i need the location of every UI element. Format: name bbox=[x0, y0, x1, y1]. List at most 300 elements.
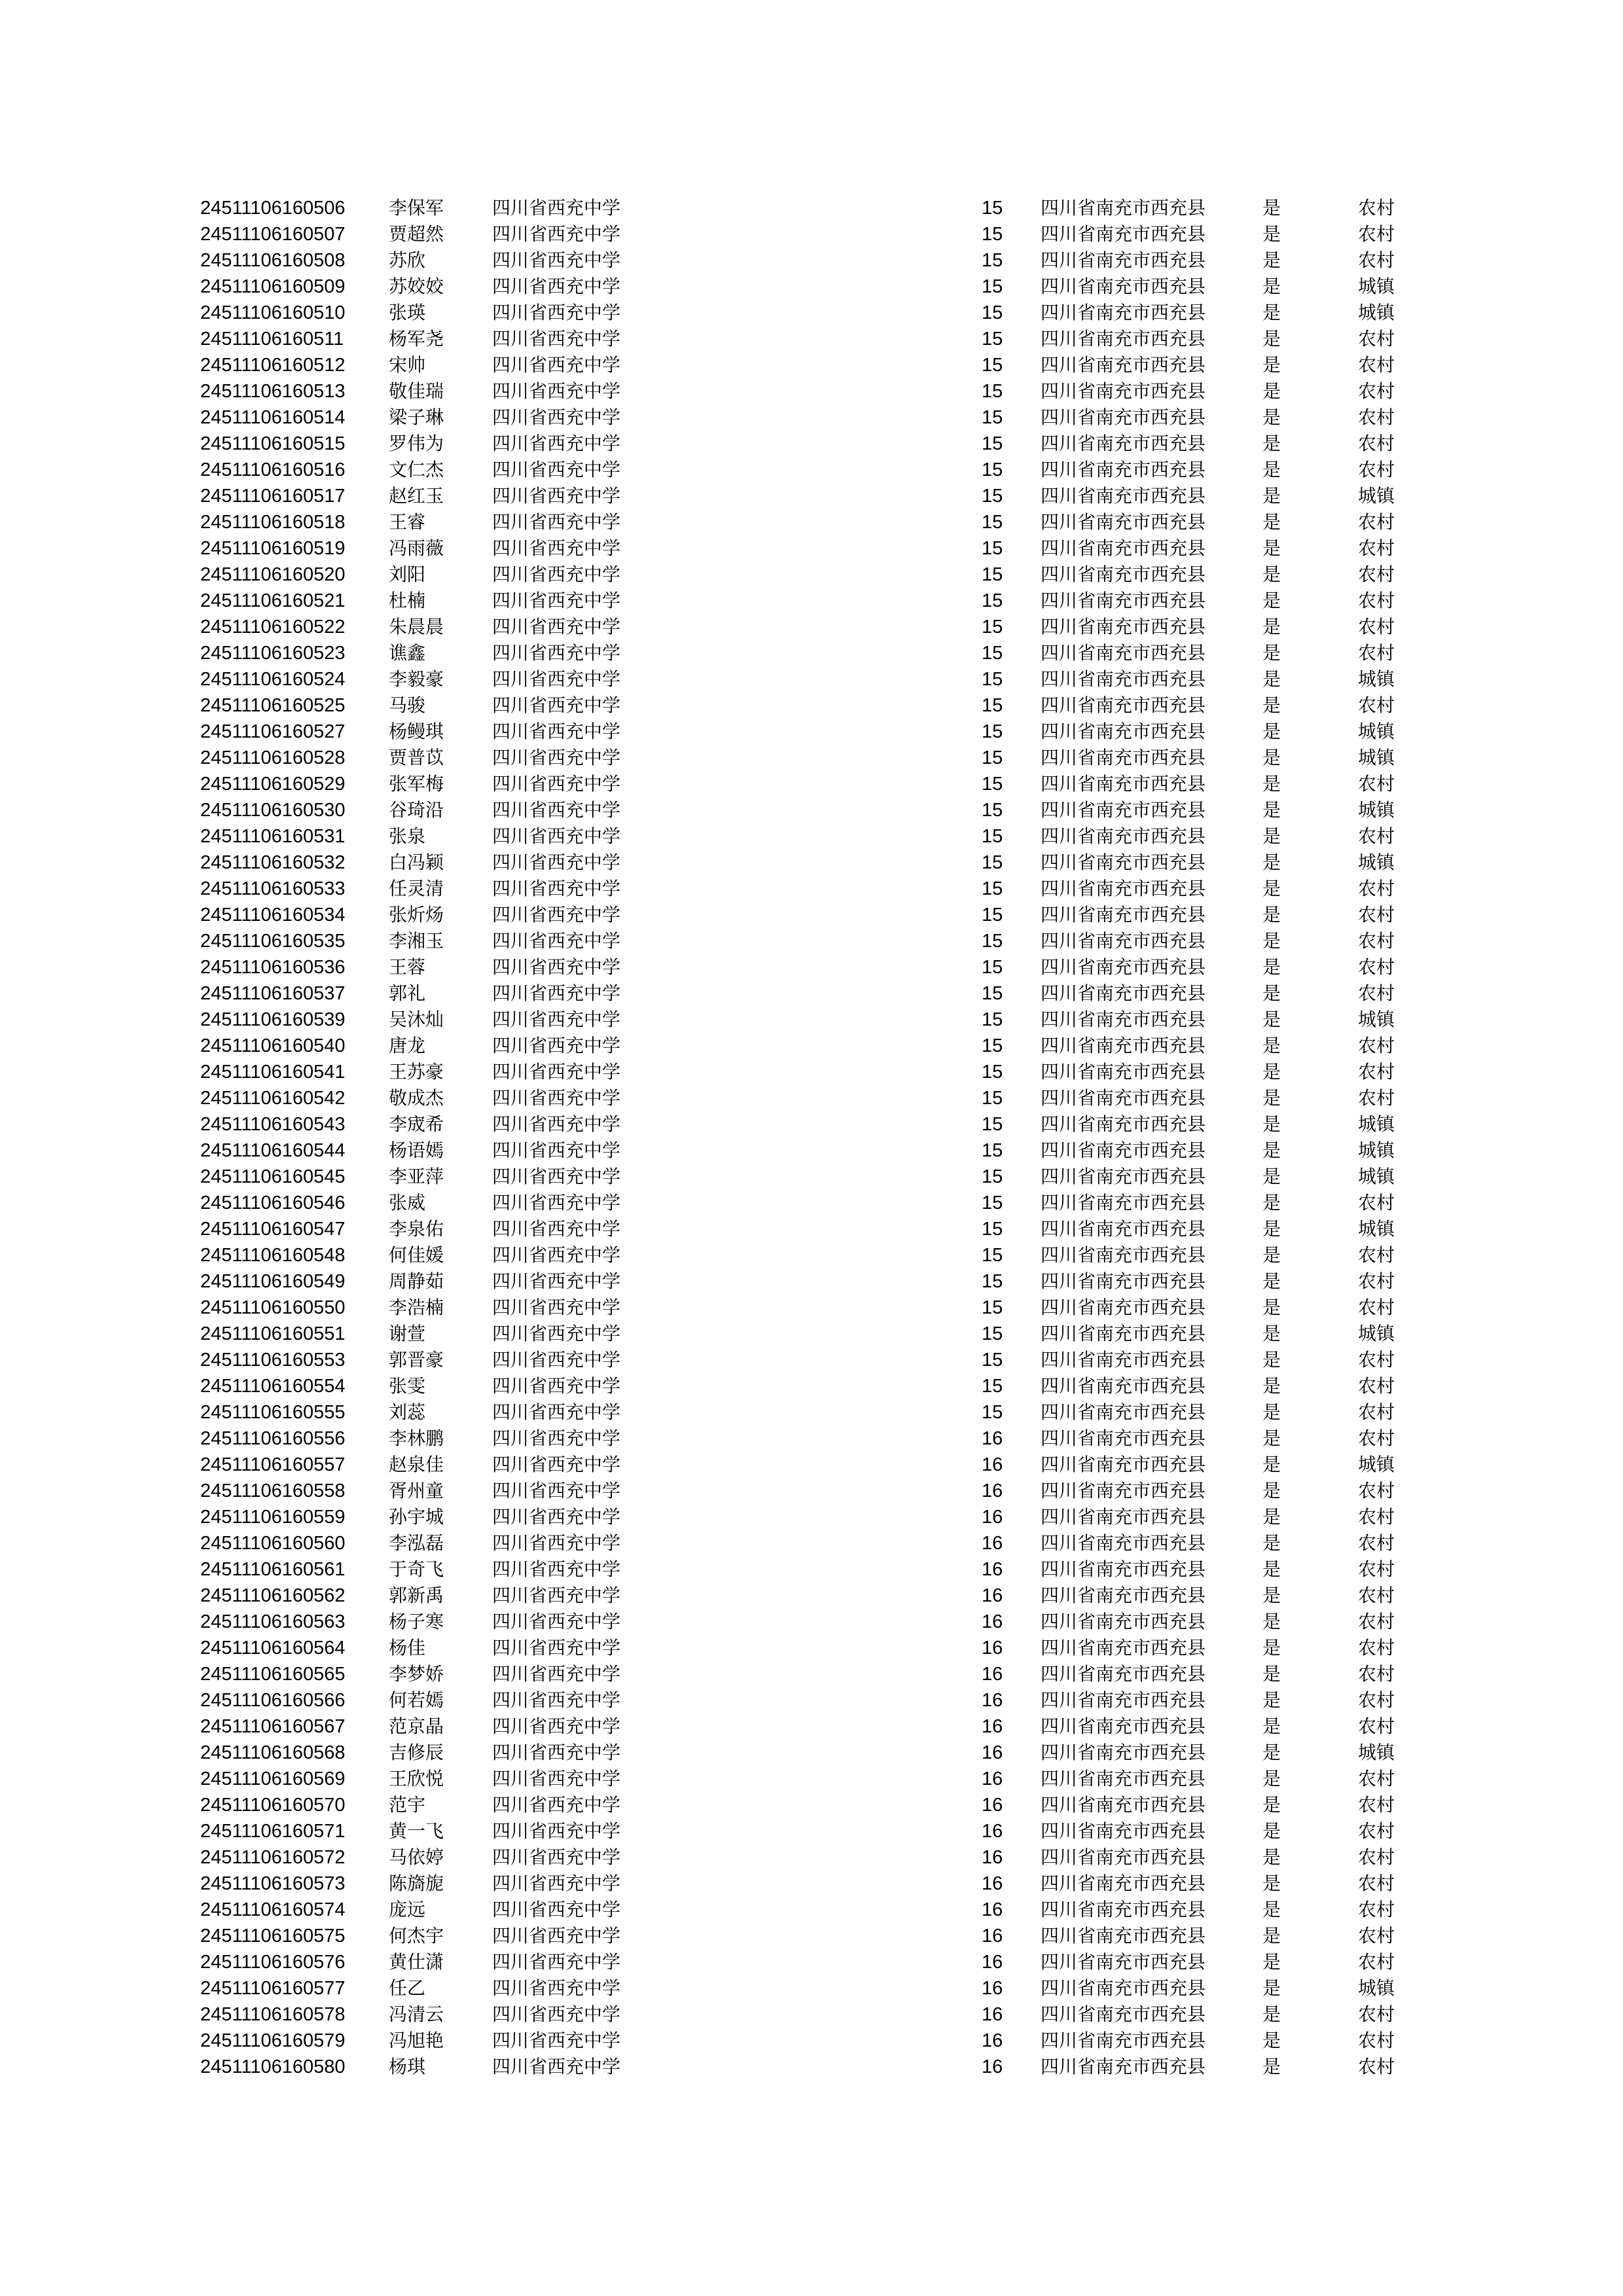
address-cell: 四川省南充市西充县 bbox=[1041, 1899, 1206, 1920]
student-name-cell: 宋帅 bbox=[389, 354, 426, 376]
student-id-cell: 24511106160522 bbox=[200, 617, 346, 637]
flag-cell: 是 bbox=[1262, 1401, 1281, 1423]
residence-type-cell: 农村 bbox=[1358, 1244, 1395, 1266]
table-row bbox=[0, 876, 1623, 902]
residence-type-cell: 农村 bbox=[1358, 616, 1395, 637]
school-cell: 四川省西充中学 bbox=[492, 328, 621, 350]
student-name-cell: 范宇 bbox=[389, 1794, 426, 1816]
table-row bbox=[0, 1268, 1623, 1295]
student-name-cell: 李湘玉 bbox=[389, 930, 444, 952]
residence-type-cell: 农村 bbox=[1358, 694, 1395, 716]
residence-type-cell: 农村 bbox=[1358, 1558, 1395, 1580]
student-id-cell: 24511106160518 bbox=[200, 512, 346, 533]
student-id-cell: 24511106160511 bbox=[200, 329, 344, 350]
student-id-cell: 24511106160561 bbox=[200, 1559, 346, 1580]
residence-type-cell: 城镇 bbox=[1358, 747, 1395, 768]
student-id-cell: 24511106160578 bbox=[200, 2004, 346, 2025]
flag-cell: 是 bbox=[1262, 1951, 1281, 1973]
student-id-cell: 24511106160543 bbox=[200, 1114, 346, 1135]
table-row bbox=[0, 274, 1623, 300]
age-cell: 15 bbox=[982, 747, 1003, 768]
student-id-cell: 24511106160539 bbox=[200, 1009, 346, 1030]
student-id-cell: 24511106160512 bbox=[200, 355, 346, 376]
table-row bbox=[0, 771, 1623, 797]
table-row bbox=[0, 1059, 1623, 1085]
age-cell: 15 bbox=[982, 878, 1003, 899]
residence-type-cell: 农村 bbox=[1358, 354, 1395, 376]
age-cell: 15 bbox=[982, 1402, 1003, 1423]
student-name-cell: 张瑛 bbox=[389, 302, 426, 323]
address-cell: 四川省南充市西充县 bbox=[1041, 1585, 1206, 1606]
table-row bbox=[0, 431, 1623, 457]
student-id-cell: 24511106160523 bbox=[200, 643, 346, 664]
address-cell: 四川省南充市西充县 bbox=[1041, 590, 1206, 611]
student-name-cell: 张炘炀 bbox=[389, 904, 444, 925]
student-id-cell: 24511106160532 bbox=[200, 852, 346, 873]
age-cell: 16 bbox=[982, 1611, 1003, 1632]
student-name-cell: 王苏豪 bbox=[389, 1061, 444, 1083]
residence-type-cell: 农村 bbox=[1358, 1899, 1395, 1920]
residence-type-cell: 农村 bbox=[1358, 1846, 1395, 1868]
address-cell: 四川省南充市西充县 bbox=[1041, 1715, 1206, 1737]
flag-cell: 是 bbox=[1262, 2056, 1281, 2077]
school-cell: 四川省西充中学 bbox=[492, 223, 621, 245]
school-cell: 四川省西充中学 bbox=[492, 485, 621, 507]
flag-cell: 是 bbox=[1262, 354, 1281, 376]
table-row bbox=[0, 1138, 1623, 1164]
student-id-cell: 24511106160556 bbox=[200, 1428, 346, 1449]
age-cell: 16 bbox=[982, 1507, 1003, 1528]
school-cell: 四川省西充中学 bbox=[492, 249, 621, 271]
residence-type-cell: 农村 bbox=[1358, 1820, 1395, 1842]
school-cell: 四川省西充中学 bbox=[492, 852, 621, 873]
table-row bbox=[0, 1818, 1623, 1844]
age-cell: 15 bbox=[982, 1219, 1003, 1240]
flag-cell: 是 bbox=[1262, 1087, 1281, 1109]
age-cell: 15 bbox=[982, 905, 1003, 925]
residence-type-cell: 城镇 bbox=[1358, 302, 1395, 323]
age-cell: 16 bbox=[982, 1926, 1003, 1946]
school-cell: 四川省西充中学 bbox=[492, 1532, 621, 1554]
address-cell: 四川省南充市西充县 bbox=[1041, 1637, 1206, 1659]
school-cell: 四川省西充中学 bbox=[492, 276, 621, 297]
table-row bbox=[0, 1399, 1623, 1426]
table-row bbox=[0, 1766, 1623, 1792]
age-cell: 15 bbox=[982, 1245, 1003, 1266]
age-cell: 15 bbox=[982, 617, 1003, 637]
age-cell: 15 bbox=[982, 695, 1003, 716]
address-cell: 四川省南充市西充县 bbox=[1041, 668, 1206, 690]
flag-cell: 是 bbox=[1262, 511, 1281, 533]
student-id-cell: 24511106160513 bbox=[200, 381, 346, 402]
residence-type-cell: 农村 bbox=[1358, 642, 1395, 664]
address-cell: 四川省南充市西充县 bbox=[1041, 406, 1206, 428]
student-id-cell: 24511106160509 bbox=[200, 276, 346, 297]
student-name-cell: 贾超然 bbox=[389, 223, 444, 245]
school-cell: 四川省西充中学 bbox=[492, 1925, 621, 1946]
student-name-cell: 杨佳 bbox=[389, 1637, 426, 1659]
school-cell: 四川省西充中学 bbox=[492, 537, 621, 559]
school-cell: 四川省西充中学 bbox=[492, 406, 621, 428]
address-cell: 四川省南充市西充县 bbox=[1041, 2003, 1206, 2025]
student-name-cell: 杨语嫣 bbox=[389, 1139, 444, 1161]
residence-type-cell: 农村 bbox=[1358, 1873, 1395, 1894]
student-id-cell: 24511106160574 bbox=[200, 1899, 346, 1920]
flag-cell: 是 bbox=[1262, 1532, 1281, 1554]
residence-type-cell: 城镇 bbox=[1358, 1323, 1395, 1344]
school-cell: 四川省西充中学 bbox=[492, 1139, 621, 1161]
student-id-cell: 24511106160579 bbox=[200, 2030, 346, 2051]
student-name-cell: 唐龙 bbox=[389, 1035, 426, 1056]
student-id-cell: 24511106160555 bbox=[200, 1402, 346, 1423]
student-name-cell: 杨鳗琪 bbox=[389, 721, 444, 742]
flag-cell: 是 bbox=[1262, 1820, 1281, 1842]
school-cell: 四川省西充中学 bbox=[492, 1244, 621, 1266]
age-cell: 15 bbox=[982, 1062, 1003, 1083]
flag-cell: 是 bbox=[1262, 956, 1281, 978]
residence-type-cell: 农村 bbox=[1358, 1427, 1395, 1449]
address-cell: 四川省南充市西充县 bbox=[1041, 537, 1206, 559]
table-row bbox=[0, 1216, 1623, 1242]
school-cell: 四川省西充中学 bbox=[492, 1401, 621, 1423]
school-cell: 四川省西充中学 bbox=[492, 747, 621, 768]
school-cell: 四川省西充中学 bbox=[492, 1977, 621, 1999]
student-name-cell: 李泓磊 bbox=[389, 1532, 444, 1554]
school-cell: 四川省西充中学 bbox=[492, 616, 621, 637]
age-cell: 15 bbox=[982, 1088, 1003, 1109]
student-id-cell: 24511106160516 bbox=[200, 459, 346, 480]
flag-cell: 是 bbox=[1262, 537, 1281, 559]
table-row bbox=[0, 404, 1623, 431]
flag-cell: 是 bbox=[1262, 406, 1281, 428]
age-cell: 16 bbox=[982, 2030, 1003, 2051]
flag-cell: 是 bbox=[1262, 2003, 1281, 2025]
student-id-cell: 24511106160554 bbox=[200, 1376, 346, 1397]
flag-cell: 是 bbox=[1262, 433, 1281, 454]
flag-cell: 是 bbox=[1262, 1113, 1281, 1135]
school-cell: 四川省西充中学 bbox=[492, 1035, 621, 1056]
table-row bbox=[0, 509, 1623, 535]
table-row bbox=[0, 1478, 1623, 1504]
residence-type-cell: 农村 bbox=[1358, 904, 1395, 925]
student-name-cell: 贾普苡 bbox=[389, 747, 444, 768]
address-cell: 四川省南充市西充县 bbox=[1041, 799, 1206, 821]
address-cell: 四川省南充市西充县 bbox=[1041, 328, 1206, 350]
student-id-cell: 24511106160544 bbox=[200, 1140, 346, 1161]
address-cell: 四川省南充市西充县 bbox=[1041, 1166, 1206, 1187]
student-name-cell: 庞远 bbox=[389, 1899, 426, 1920]
table-row bbox=[0, 640, 1623, 666]
flag-cell: 是 bbox=[1262, 1925, 1281, 1946]
student-id-cell: 24511106160530 bbox=[200, 800, 346, 821]
flag-cell: 是 bbox=[1262, 1323, 1281, 1344]
table-row bbox=[0, 2054, 1623, 2080]
school-cell: 四川省西充中学 bbox=[492, 1506, 621, 1528]
table-row bbox=[0, 1844, 1623, 1871]
age-cell: 15 bbox=[982, 407, 1003, 428]
residence-type-cell: 农村 bbox=[1358, 1689, 1395, 1711]
flag-cell: 是 bbox=[1262, 328, 1281, 350]
flag-cell: 是 bbox=[1262, 302, 1281, 323]
student-name-cell: 周静茹 bbox=[389, 1270, 444, 1292]
address-cell: 四川省南充市西充县 bbox=[1041, 1689, 1206, 1711]
table-row bbox=[0, 1609, 1623, 1635]
student-id-cell: 24511106160553 bbox=[200, 1350, 346, 1371]
residence-type-cell: 农村 bbox=[1358, 773, 1395, 795]
flag-cell: 是 bbox=[1262, 1689, 1281, 1711]
school-cell: 四川省西充中学 bbox=[492, 590, 621, 611]
student-id-cell: 24511106160540 bbox=[200, 1035, 346, 1056]
age-cell: 15 bbox=[982, 538, 1003, 559]
address-cell: 四川省南充市西充县 bbox=[1041, 1427, 1206, 1449]
residence-type-cell: 农村 bbox=[1358, 249, 1395, 271]
school-cell: 四川省西充中学 bbox=[492, 904, 621, 925]
student-id-cell: 24511106160563 bbox=[200, 1611, 346, 1632]
residence-type-cell: 农村 bbox=[1358, 2056, 1395, 2077]
age-cell: 16 bbox=[982, 1690, 1003, 1711]
address-cell: 四川省南充市西充县 bbox=[1041, 1611, 1206, 1632]
residence-type-cell: 农村 bbox=[1358, 930, 1395, 952]
age-cell: 15 bbox=[982, 590, 1003, 611]
student-name-cell: 刘蕊 bbox=[389, 1401, 426, 1423]
school-cell: 四川省西充中学 bbox=[492, 433, 621, 454]
student-name-cell: 朱晨晨 bbox=[389, 616, 444, 637]
age-cell: 16 bbox=[982, 1899, 1003, 1920]
table-row bbox=[0, 1295, 1623, 1321]
residence-type-cell: 农村 bbox=[1358, 433, 1395, 454]
table-row bbox=[0, 1871, 1623, 1897]
student-name-cell: 王欣悦 bbox=[389, 1768, 444, 1789]
table-row bbox=[0, 1111, 1623, 1138]
address-cell: 四川省南充市西充县 bbox=[1041, 197, 1206, 219]
residence-type-cell: 农村 bbox=[1358, 1480, 1395, 1501]
age-cell: 15 bbox=[982, 355, 1003, 376]
residence-type-cell: 城镇 bbox=[1358, 276, 1395, 297]
flag-cell: 是 bbox=[1262, 1244, 1281, 1266]
age-cell: 15 bbox=[982, 1297, 1003, 1318]
school-cell: 四川省西充中学 bbox=[492, 1951, 621, 1973]
table-row bbox=[0, 1740, 1623, 1766]
school-cell: 四川省西充中学 bbox=[492, 1558, 621, 1580]
student-id-cell: 24511106160545 bbox=[200, 1166, 346, 1187]
school-cell: 四川省西充中学 bbox=[492, 799, 621, 821]
address-cell: 四川省南充市西充县 bbox=[1041, 1846, 1206, 1868]
school-cell: 四川省西充中学 bbox=[492, 694, 621, 716]
school-cell: 四川省西充中学 bbox=[492, 1846, 621, 1868]
table-row bbox=[0, 1452, 1623, 1478]
address-cell: 四川省南充市西充县 bbox=[1041, 1480, 1206, 1501]
residence-type-cell: 城镇 bbox=[1358, 799, 1395, 821]
address-cell: 四川省南充市西充县 bbox=[1041, 1113, 1206, 1135]
table-row bbox=[0, 1373, 1623, 1399]
table-row bbox=[0, 797, 1623, 823]
student-id-cell: 24511106160567 bbox=[200, 1716, 346, 1737]
table-row bbox=[0, 614, 1623, 640]
residence-type-cell: 农村 bbox=[1358, 380, 1395, 402]
student-id-cell: 24511106160550 bbox=[200, 1297, 346, 1318]
student-id-cell: 24511106160573 bbox=[200, 1873, 346, 1894]
address-cell: 四川省南充市西充县 bbox=[1041, 354, 1206, 376]
age-cell: 15 bbox=[982, 643, 1003, 664]
flag-cell: 是 bbox=[1262, 1977, 1281, 1999]
school-cell: 四川省西充中学 bbox=[492, 1480, 621, 1501]
address-cell: 四川省南充市西充县 bbox=[1041, 485, 1206, 507]
residence-type-cell: 农村 bbox=[1358, 1349, 1395, 1371]
flag-cell: 是 bbox=[1262, 721, 1281, 742]
age-cell: 16 bbox=[982, 1821, 1003, 1842]
flag-cell: 是 bbox=[1262, 773, 1281, 795]
residence-type-cell: 农村 bbox=[1358, 537, 1395, 559]
flag-cell: 是 bbox=[1262, 668, 1281, 690]
table-row bbox=[0, 1792, 1623, 1818]
flag-cell: 是 bbox=[1262, 1035, 1281, 1056]
address-cell: 四川省南充市西充县 bbox=[1041, 1323, 1206, 1344]
student-id-cell: 24511106160559 bbox=[200, 1507, 346, 1528]
student-id-cell: 24511106160566 bbox=[200, 1690, 346, 1711]
address-cell: 四川省南充市西充县 bbox=[1041, 747, 1206, 768]
flag-cell: 是 bbox=[1262, 616, 1281, 637]
age-cell: 16 bbox=[982, 1742, 1003, 1763]
student-id-cell: 24511106160535 bbox=[200, 931, 346, 952]
school-cell: 四川省西充中学 bbox=[492, 930, 621, 952]
residence-type-cell: 农村 bbox=[1358, 1715, 1395, 1737]
age-cell: 15 bbox=[982, 983, 1003, 1004]
address-cell: 四川省南充市西充县 bbox=[1041, 1218, 1206, 1240]
flag-cell: 是 bbox=[1262, 276, 1281, 297]
flag-cell: 是 bbox=[1262, 982, 1281, 1004]
address-cell: 四川省南充市西充县 bbox=[1041, 1454, 1206, 1475]
residence-type-cell: 农村 bbox=[1358, 878, 1395, 899]
age-cell: 16 bbox=[982, 1847, 1003, 1868]
student-id-cell: 24511106160524 bbox=[200, 669, 346, 690]
student-id-cell: 24511106160576 bbox=[200, 1952, 346, 1973]
age-cell: 16 bbox=[982, 1480, 1003, 1501]
address-cell: 四川省南充市西充县 bbox=[1041, 1925, 1206, 1946]
student-name-cell: 敬佳瑞 bbox=[389, 380, 444, 402]
age-cell: 15 bbox=[982, 852, 1003, 873]
flag-cell: 是 bbox=[1262, 223, 1281, 245]
address-cell: 四川省南充市西充县 bbox=[1041, 1297, 1206, 1318]
student-name-cell: 杨琪 bbox=[389, 2056, 426, 2077]
residence-type-cell: 城镇 bbox=[1358, 1742, 1395, 1763]
table-row bbox=[0, 1897, 1623, 1923]
flag-cell: 是 bbox=[1262, 799, 1281, 821]
school-cell: 四川省西充中学 bbox=[492, 2003, 621, 2025]
student-name-cell: 马骏 bbox=[389, 694, 426, 716]
residence-type-cell: 农村 bbox=[1358, 197, 1395, 219]
address-cell: 四川省南充市西充县 bbox=[1041, 433, 1206, 454]
flag-cell: 是 bbox=[1262, 1218, 1281, 1240]
flag-cell: 是 bbox=[1262, 1427, 1281, 1449]
flag-cell: 是 bbox=[1262, 1585, 1281, 1606]
address-cell: 四川省南充市西充县 bbox=[1041, 564, 1206, 585]
student-id-cell: 24511106160565 bbox=[200, 1664, 346, 1685]
flag-cell: 是 bbox=[1262, 1899, 1281, 1920]
flag-cell: 是 bbox=[1262, 1349, 1281, 1371]
flag-cell: 是 bbox=[1262, 1192, 1281, 1213]
student-id-cell: 24511106160520 bbox=[200, 564, 346, 585]
address-cell: 四川省南充市西充县 bbox=[1041, 1742, 1206, 1763]
residence-type-cell: 农村 bbox=[1358, 1061, 1395, 1083]
table-row bbox=[0, 1556, 1623, 1583]
student-name-cell: 胥州童 bbox=[389, 1480, 444, 1501]
student-name-cell: 马依婷 bbox=[389, 1846, 444, 1868]
address-cell: 四川省南充市西充县 bbox=[1041, 1794, 1206, 1816]
student-name-cell: 孙宇城 bbox=[389, 1506, 444, 1528]
table-row bbox=[0, 1949, 1623, 1975]
school-cell: 四川省西充中学 bbox=[492, 511, 621, 533]
residence-type-cell: 城镇 bbox=[1358, 1139, 1395, 1161]
residence-type-cell: 农村 bbox=[1358, 328, 1395, 350]
address-cell: 四川省南充市西充县 bbox=[1041, 302, 1206, 323]
flag-cell: 是 bbox=[1262, 1009, 1281, 1030]
flag-cell: 是 bbox=[1262, 747, 1281, 768]
table-row bbox=[0, 221, 1623, 247]
table-row bbox=[0, 1007, 1623, 1033]
residence-type-cell: 农村 bbox=[1358, 1297, 1395, 1318]
table-row bbox=[0, 1085, 1623, 1111]
address-cell: 四川省南充市西充县 bbox=[1041, 878, 1206, 899]
address-cell: 四川省南充市西充县 bbox=[1041, 1139, 1206, 1161]
table-row bbox=[0, 1923, 1623, 1949]
student-name-cell: 谯鑫 bbox=[389, 642, 426, 664]
address-cell: 四川省南充市西充县 bbox=[1041, 249, 1206, 271]
student-id-cell: 24511106160514 bbox=[200, 407, 346, 428]
student-id-cell: 24511106160547 bbox=[200, 1219, 346, 1240]
table-row bbox=[0, 1242, 1623, 1268]
table-row bbox=[0, 1321, 1623, 1347]
flag-cell: 是 bbox=[1262, 1480, 1281, 1501]
student-id-cell: 24511106160510 bbox=[200, 302, 346, 323]
student-name-cell: 李浩楠 bbox=[389, 1297, 444, 1318]
flag-cell: 是 bbox=[1262, 1715, 1281, 1737]
address-cell: 四川省南充市西充县 bbox=[1041, 721, 1206, 742]
flag-cell: 是 bbox=[1262, 249, 1281, 271]
age-cell: 15 bbox=[982, 721, 1003, 742]
school-cell: 四川省西充中学 bbox=[492, 1768, 621, 1789]
residence-type-cell: 农村 bbox=[1358, 1087, 1395, 1109]
student-id-cell: 24511106160525 bbox=[200, 695, 346, 716]
table-row bbox=[0, 247, 1623, 274]
residence-type-cell: 农村 bbox=[1358, 2003, 1395, 2025]
age-cell: 15 bbox=[982, 1166, 1003, 1187]
student-id-cell: 24511106160569 bbox=[200, 1768, 346, 1789]
table-row bbox=[0, 823, 1623, 850]
age-cell: 15 bbox=[982, 826, 1003, 847]
flag-cell: 是 bbox=[1262, 1873, 1281, 1894]
flag-cell: 是 bbox=[1262, 1611, 1281, 1632]
flag-cell: 是 bbox=[1262, 825, 1281, 847]
address-cell: 四川省南充市西充县 bbox=[1041, 1558, 1206, 1580]
student-name-cell: 郭晋豪 bbox=[389, 1349, 444, 1371]
student-name-cell: 赵红玉 bbox=[389, 485, 444, 507]
age-cell: 15 bbox=[982, 198, 1003, 219]
school-cell: 四川省西充中学 bbox=[492, 642, 621, 664]
address-cell: 四川省南充市西充县 bbox=[1041, 1270, 1206, 1292]
age-cell: 16 bbox=[982, 1768, 1003, 1789]
residence-type-cell: 农村 bbox=[1358, 1506, 1395, 1528]
student-name-cell: 梁子琳 bbox=[389, 406, 444, 428]
student-name-cell: 李亚萍 bbox=[389, 1166, 444, 1187]
flag-cell: 是 bbox=[1262, 197, 1281, 219]
residence-type-cell: 城镇 bbox=[1358, 1009, 1395, 1030]
address-cell: 四川省南充市西充县 bbox=[1041, 773, 1206, 795]
student-id-cell: 24511106160533 bbox=[200, 878, 346, 899]
student-id-cell: 24511106160548 bbox=[200, 1245, 346, 1266]
address-cell: 四川省南充市西充县 bbox=[1041, 642, 1206, 664]
flag-cell: 是 bbox=[1262, 642, 1281, 664]
age-cell: 16 bbox=[982, 1795, 1003, 1816]
